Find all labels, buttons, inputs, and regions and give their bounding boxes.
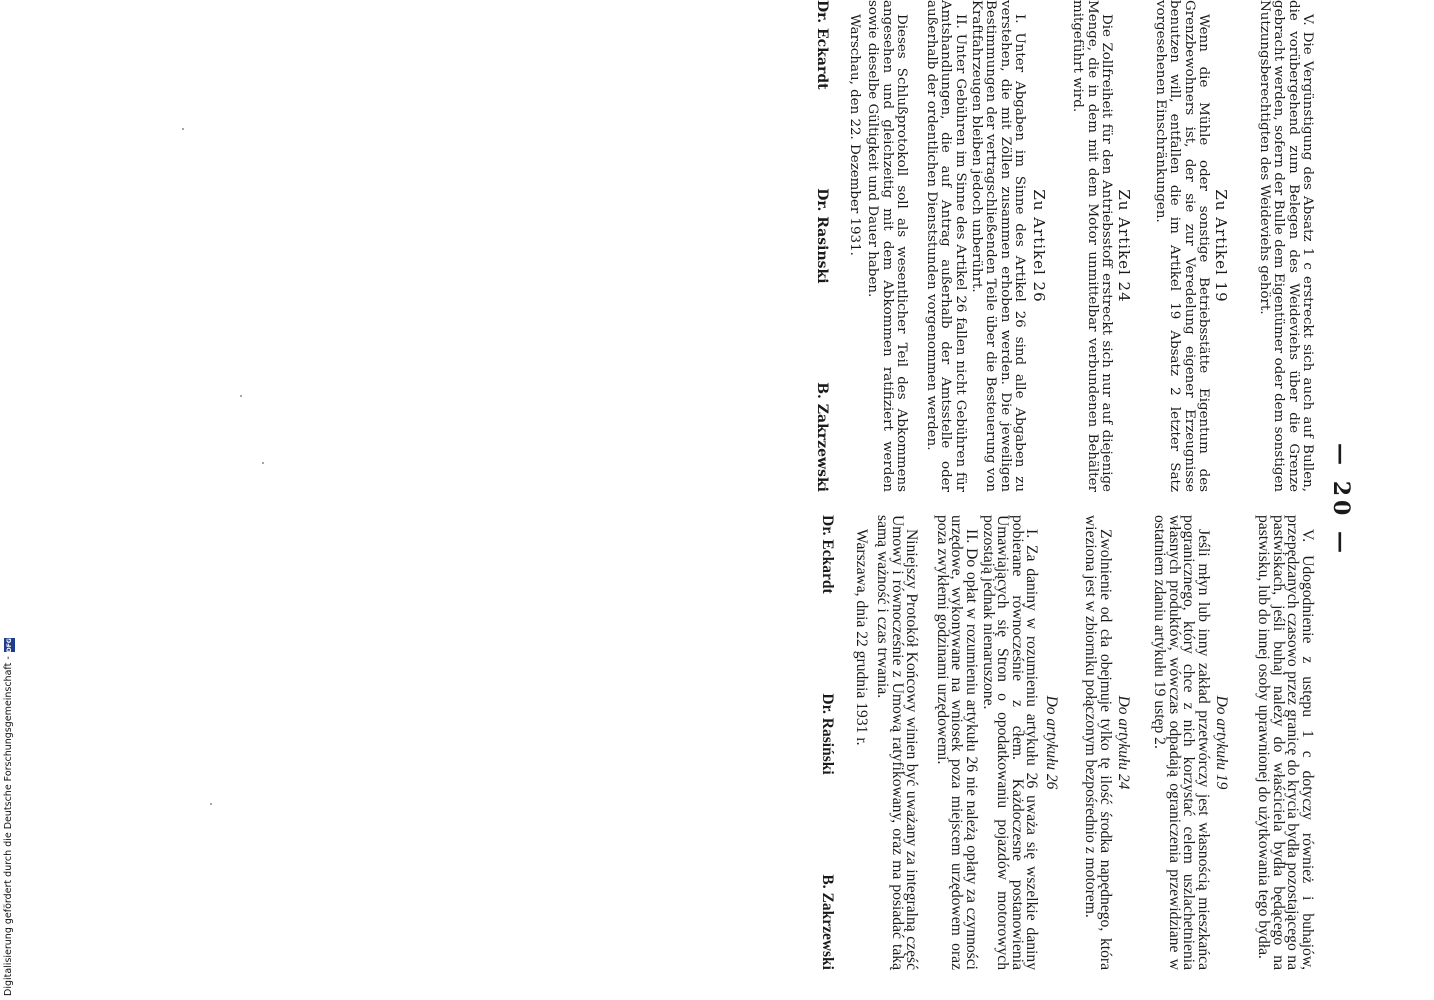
german-paragraph-article-19: Wenn die Mühle oder sonstige Betriebsstätte Eigentum des Grenzbewohners ist, der sie zur Veredelung eigener Erzeugnisse benutzen will, entfallen die im Artikel 19 Absatz 2 letzter Satz vorgesehenen Einschränkungen. — [1153, 0, 1211, 492]
polish-paragraph-article-19: Jeśli młyn lub inny zakład przetwórczy jest własnością mieszkańca pogranicznego, który chce z nich korzystać celem uszlachetnienia własnych produktów, wówczas odpadają ograniczenia przewidziane w ostatniem zdaniu artykułu 19 ustęp 2. — [1151, 515, 1212, 970]
polish-column — [819, 515, 1314, 970]
german-paragraph-article-24: Die Zollfreiheit für den Antriebsstoff erstreckt sich nur auf diejenige Menge, die in dem mit dem Motor unmittelbar verbundenen Behälter mitgeführt wird. — [1070, 0, 1114, 492]
page-number: — 20 — — [1328, 443, 1354, 557]
polish-heading-article-24: Do artykułu 24 — [1114, 695, 1132, 790]
polish-intro-paragraph: V. Udogodnienie z ustępu 1 c dotyczy również i buhajów, przepędzanych czasowo przez granicę do krycia bydła pozostającego na pastwiskach, jeśli buhaj należy do właściciela bydła będącego na pastwisku, lub do innej osoby uprawnionej do użytkowania tego bydła. — [1255, 515, 1316, 970]
polish-signature-1: Dr. Eckardt — [818, 515, 836, 594]
digitization-credit — [3, 616, 15, 996]
german-heading-article-19: Zu Artikel 19 — [1212, 189, 1230, 303]
german-heading-article-24: Zu Artikel 24 — [1114, 189, 1133, 303]
german-signatures — [814, 0, 828, 492]
german-paragraph-article-26-ii: II. Unter Gebühren im Sinne des Artikel 26 fallen nicht Gebühren für Amtshandlungen, die auf Antrag außerhalb der Amtsstelle oder außerhalb der ordentlichen Dienststunden vorgenommen werden. — [924, 0, 968, 492]
german-signature-1: Dr. Eckardt — [813, 0, 830, 90]
german-intro-paragraph: V. Die Vergünstigung des Absatz 1 c erstreckt sich auch auf Bullen, die vorübergehend zum Belegen des Weideviehs über die Grenze gebracht werden, sofern der Bulle dem Eigentümer oder dem sonstigen Nutzungsberechtigten des Weideviehs gehört. — [1257, 0, 1315, 492]
scan-speck — [210, 803, 212, 805]
polish-paragraph-article-26-i: I. Za daniny w rozumieniu artykułu 26 uważa się wszelkie daniny pobierane równocześnie z cłem. Każdoczesne postanowienia Umawiających się Stron o opodatkowaniu pojazdów motorowych pozostają jednak nienaruszone. — [979, 515, 1041, 970]
scan-speck — [262, 462, 264, 464]
scan-speck — [240, 395, 242, 397]
polish-closing-paragraph: Niniejszy Protokół Końcowy winien być uważany za integralną część Umowy i równocześnie z Umową ratyfikowany, oraz ma posiadać taką samą ważność i czas trwania. — [874, 515, 921, 970]
german-paragraph-article-26-i: I. Unter Abgaben im Sinne des Artikel 26 sind alle Abgaben zu verstehen, die mit Zöllen zusammen erhoben werden. Die jeweiligen Bestimmungen der vertragschließenden Teile über die Besteuerung von Kraftfahrzeugen bleiben jedoch unberührt. — [969, 0, 1027, 492]
credit-text: Digitalisierung gefördert durch die Deutsche Forschungsgemeinschaft - — [3, 656, 14, 996]
german-date: Warschau, den 22. Dezember 1931. — [846, 14, 862, 256]
polish-signatures — [819, 515, 834, 970]
polish-signature-2: Dr. Rasiński — [818, 693, 836, 775]
polish-signature-3: B. Zakrzewski — [818, 874, 836, 970]
scan-speck — [182, 128, 184, 130]
polish-date: Warszawa, dnia 22 grudnia 1931 r. — [853, 529, 871, 746]
german-signature-2: Dr. Rasinski — [813, 188, 830, 284]
german-signature-3: B. Zakrzewski — [813, 382, 830, 492]
polish-paragraph-article-26-ii: II. Do opłat w rozumieniu artykułu 26 nie należą opłaty za czynności urzędowe, wykonywane na wniosek poza miejscem urzędowem oraz poza zwykłemi godzinami urzędowemi. — [933, 515, 981, 970]
polish-heading-article-26: Do artykułu 26 — [1043, 695, 1061, 790]
polish-heading-article-19: Do artykułu 19 — [1213, 695, 1230, 790]
german-heading-article-26: Zu Artikel 26 — [1029, 189, 1048, 303]
german-column — [814, 0, 1314, 492]
polish-paragraph-article-24: Zwolnienie od cła obejmuje tylko tę ilość środka napędnego, która wieziona jest w zbiorniku połączonym bezpośrednio z motorem. — [1082, 515, 1114, 970]
german-closing-paragraph: Dieses Schlußprotokoll soll als wesentlicher Teil des Abkommens angesehen und gleichzeitig mit dem Abkommen ratifiziert werden sowie dieselbe Gültigkeit und Dauer haben. — [865, 0, 909, 492]
dfg-logo-icon: DFG — [5, 638, 13, 653]
